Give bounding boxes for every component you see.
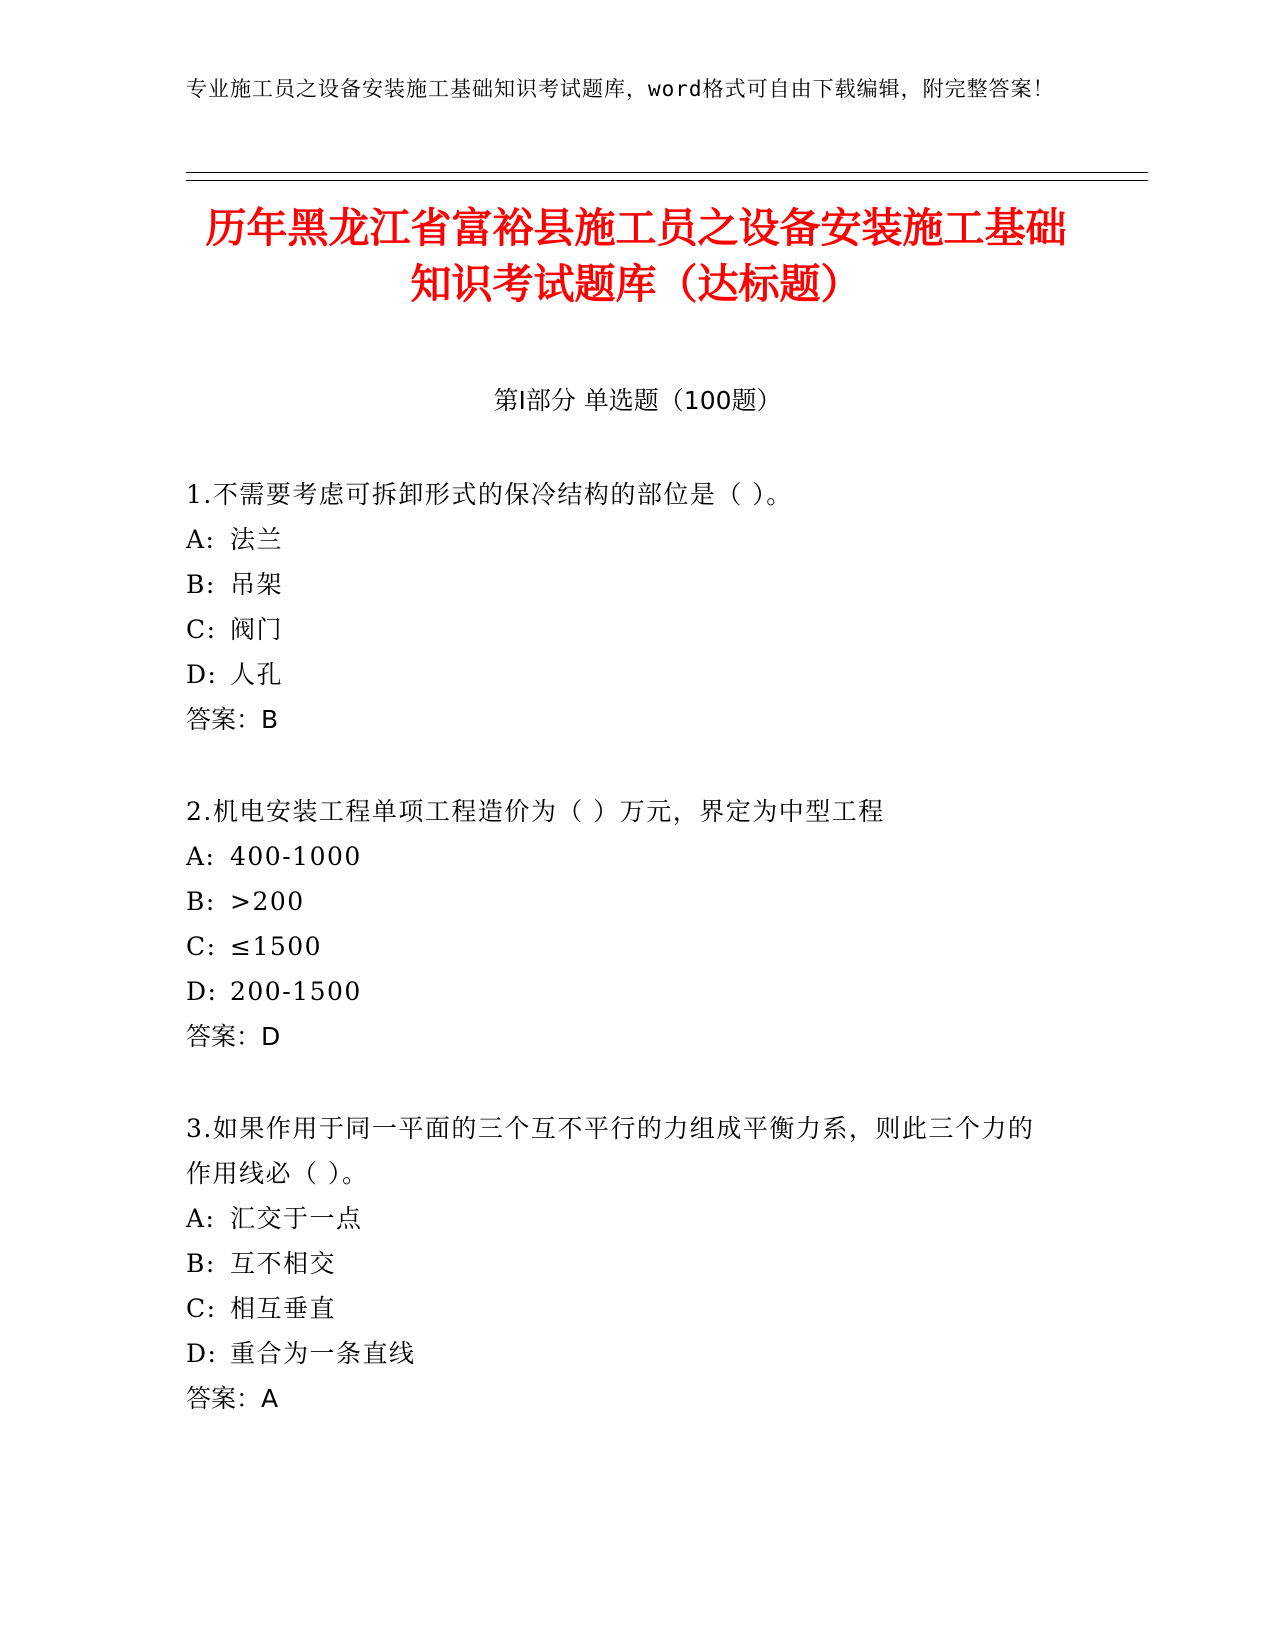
- question-stem: 3.如果作用于同一平面的三个互不平行的力组成平衡力系，则此三个力的作用线必（ ）。: [186, 1114, 1035, 1188]
- option-text: 相互垂直: [230, 1294, 337, 1323]
- question-2: [186, 789, 1086, 1059]
- option-b: [186, 562, 1086, 607]
- question-stem: 2.机电安装工程单项工程造价为（ ）万元，界定为中型工程: [186, 797, 885, 826]
- option-letter: D:: [186, 1339, 218, 1368]
- option-letter: B:: [186, 570, 216, 599]
- option-letter: A:: [186, 1204, 216, 1233]
- option-text: 阀门: [230, 615, 284, 644]
- answer-line: 答案：B: [186, 705, 279, 734]
- option-a: [186, 834, 1086, 879]
- option-c: [186, 924, 1086, 969]
- option-text: 法兰: [230, 525, 284, 554]
- option-letter: B:: [186, 1249, 216, 1278]
- option-text: 200-1500: [230, 977, 362, 1006]
- option-d: [186, 1331, 1086, 1376]
- header-divider-top: [186, 172, 1148, 173]
- question-1: [186, 472, 1086, 742]
- option-text: ≤1500: [230, 932, 323, 961]
- option-letter: C:: [186, 1294, 217, 1323]
- option-c: [186, 607, 1086, 652]
- section-heading: 第Ⅰ部分 单选题（100题）: [493, 386, 782, 415]
- header-divider-bottom: [186, 180, 1148, 181]
- question-stem: 1.不需要考虑可拆卸形式的保冷结构的部位是（ ）。: [186, 480, 793, 509]
- header-note: 专业施工员之设备安装施工基础知识考试题库，word格式可自由下载编辑，附完整答案！: [186, 77, 1055, 101]
- option-text: >200: [230, 887, 305, 916]
- option-letter: D:: [186, 660, 218, 689]
- option-d: [186, 652, 1086, 697]
- option-b: [186, 879, 1086, 924]
- option-letter: D:: [186, 977, 218, 1006]
- option-c: [186, 1286, 1086, 1331]
- option-text: 互不相交: [230, 1249, 337, 1278]
- option-d: [186, 969, 1086, 1014]
- option-letter: C:: [186, 932, 217, 961]
- option-text: 重合为一条直线: [230, 1339, 416, 1368]
- question-3: [186, 1106, 1086, 1421]
- answer-line: 答案：D: [186, 1022, 281, 1051]
- option-text: 吊架: [230, 570, 284, 599]
- option-a: [186, 1196, 1086, 1241]
- option-letter: C:: [186, 615, 217, 644]
- option-text: 汇交于一点: [230, 1204, 363, 1233]
- option-text: 人孔: [230, 660, 284, 689]
- option-letter: A:: [186, 525, 216, 554]
- option-letter: B:: [186, 887, 216, 916]
- option-b: [186, 1241, 1086, 1286]
- answer-line: 答案：A: [186, 1384, 279, 1413]
- document-title: 历年黑龙江省富裕县施工员之设备安装施工基础知识考试题库（达标题）: [205, 204, 1067, 308]
- option-letter: A:: [186, 842, 216, 871]
- option-a: [186, 517, 1086, 562]
- option-text: 400-1000: [230, 842, 362, 871]
